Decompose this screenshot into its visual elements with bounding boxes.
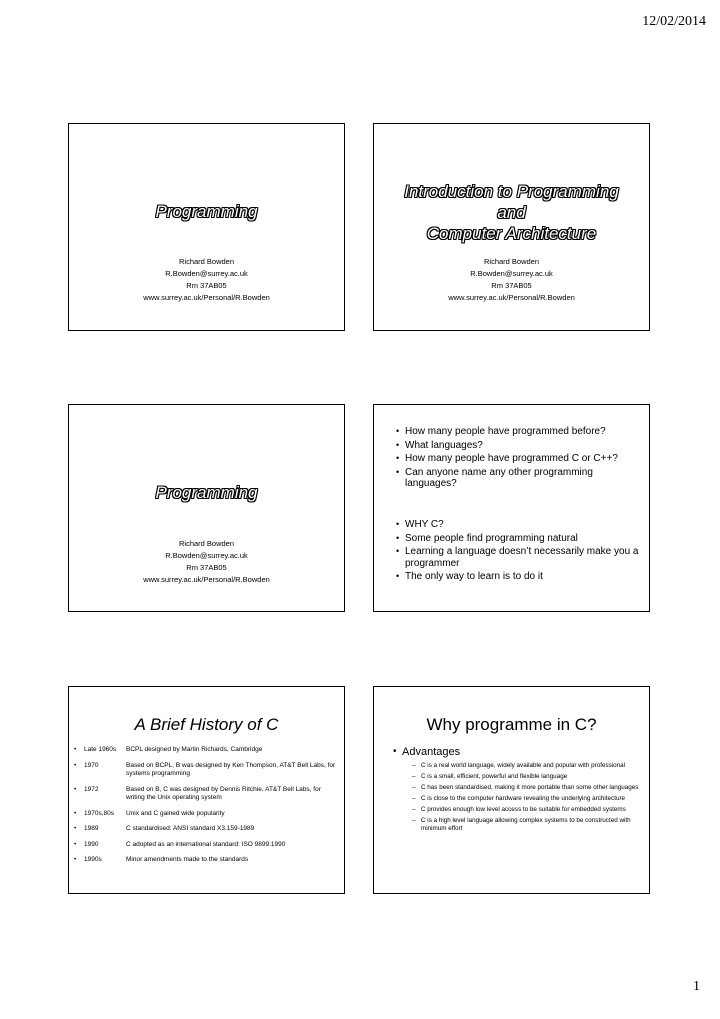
history-row: • 1970s,80s Unix and C gained wide popularity [74,810,340,819]
history-list [74,746,340,872]
author-email: R.Bowden@surrey.ac.uk [165,269,248,278]
slide-2-title-line-3: Computer Architecture [426,224,597,243]
list-item: – C is close to the computer hardware revealing the underlying architecture [412,795,643,803]
author-email: R.Bowden@surrey.ac.uk [470,269,553,278]
history-text: Minor amendments made to the standards [126,856,249,863]
history-text: BCPL designed by Martin Richards, Cambridge [126,746,263,753]
page-number: 1 [693,979,700,994]
slide-1 [68,123,345,331]
author-web: www.surrey.ac.uk/Personal/R.Bowden [143,293,270,302]
history-text: Based on B, C was designed by Dennis Ritchie, AT&T Bell Labs, for writing the Unix operating system [126,785,321,801]
advantages-heading: • Advantages [402,746,460,758]
history-row: • 1989 C standardised: ANSI standard X3.159-1989 [74,825,340,834]
list-item: – C provides enough low level access to be suitable for embedded systems [412,806,643,814]
list-item: • How many people have programmed C or C++? [396,453,643,465]
history-year: 1972 [84,785,99,793]
history-row: • 1970 Based on BCPL, B was designed by Ken Thompson, AT&T Bell Labs, for systems programming [74,762,340,779]
list-item: – C is a high level language allowing complex systems to be constructed with minimum effort [412,817,643,834]
list-item: – C is a real world language, widely available and popular with professional [412,762,643,770]
author-web: www.surrey.ac.uk/Personal/R.Bowden [448,293,575,302]
history-year: 1970 [84,761,99,769]
list-item: • WHY C? [396,519,643,531]
author-room: Rm 37AB05 [491,281,532,290]
slide-3-title: Programming [155,483,258,502]
slide-3 [68,404,345,612]
slide-2-title-line-1: Introduction to Programming [404,182,619,201]
slide-1-title: Programming [155,202,258,221]
history-year: 1990s [84,856,102,863]
list-item: – C has been standardised, making it more portable than some other languages [412,784,643,792]
slide-1-author-block [69,256,344,304]
print-date: 12/02/2014 [642,14,706,29]
history-row: • 1990 C adopted as an international standard: ISO 9899:1990 [74,841,340,850]
history-year: 1990 [84,840,99,848]
slide-2-title [374,181,649,244]
list-item: • How many people have programmed before? [396,426,643,438]
list-item: • Can anyone name any other programming languages? [396,467,643,490]
slide-5-title: A Brief History of C [134,715,279,734]
slide-6-title: Why programme in C? [426,715,597,734]
slide-6 [373,686,650,894]
author-name: Richard Bowden [178,539,235,548]
history-year: Late 1960s [84,746,117,753]
history-text: Unix and C gained wide popularity [126,809,225,817]
slide-4-bullets-group-1 [396,426,643,492]
history-row: • 1990s Minor amendments made to the standards [74,856,340,865]
slide-2 [373,123,650,331]
history-text: Based on BCPL, B was designed by Ken Thompson, AT&T Bell Labs, for systems programming [126,761,336,777]
author-web: www.surrey.ac.uk/Personal/R.Bowden [143,575,270,584]
slide-2-author-block [374,256,649,304]
list-item: – C is a small, efficient, powerful and flexible language [412,773,643,781]
author-name: Richard Bowden [483,257,540,266]
author-email: R.Bowden@surrey.ac.uk [165,551,248,560]
slide-2-title-line-2: and [497,203,526,222]
list-item: • Some people find programming natural [396,533,643,545]
slide-4-bullets-group-2 [396,519,643,585]
history-row: • 1972 Based on B, C was designed by Dennis Ritchie, AT&T Bell Labs, for writing the Unix operating system [74,786,340,803]
list-item: • The only way to learn is to do it [396,571,643,583]
history-year: 1970s,80s [84,809,114,817]
author-room: Rm 37AB05 [186,563,227,572]
history-year: 1989 [84,825,99,832]
author-name: Richard Bowden [178,257,235,266]
advantages-list [412,762,643,836]
list-item: • Learning a language doesn’t necessarily make you a programmer [396,546,643,569]
author-room: Rm 37AB05 [186,281,227,290]
history-row: • Late 1960s BCPL designed by Martin Richards, Cambridge [74,746,340,755]
slide-4 [373,404,650,612]
history-text: C adopted as an international standard: ISO 9899:1990 [126,840,286,848]
list-item: • What languages? [396,440,643,452]
slide-3-author-block [69,538,344,586]
history-text: C standardised: ANSI standard X3.159-1989 [126,825,255,832]
slide-5 [68,686,345,894]
